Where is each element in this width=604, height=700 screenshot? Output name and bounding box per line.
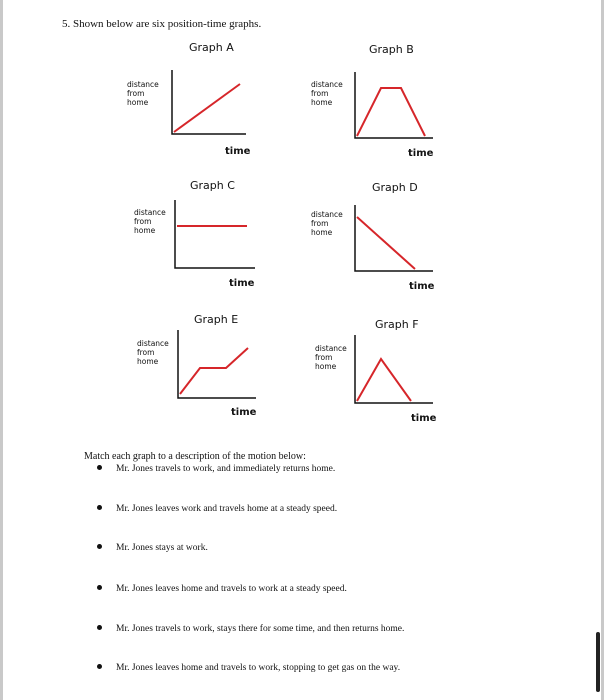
page-left-edge (0, 0, 3, 700)
graph-e-curve (180, 348, 248, 394)
bullet-icon (97, 625, 102, 630)
graph-c-title: Graph C (190, 179, 235, 192)
graph-e-ylabel: distance from home (137, 339, 169, 366)
graph-d-title: Graph D (372, 181, 418, 194)
graph-d-axes (355, 205, 433, 271)
graph-e-xlabel: time (231, 407, 257, 418)
graph-c-plot (165, 200, 260, 274)
graph-d-plot (345, 205, 440, 277)
graph-c-axes (175, 200, 255, 268)
graph-a-ylabel: distance from home (127, 80, 159, 107)
graph-f-xlabel: time (411, 413, 437, 424)
graph-c-ylabel: distance from home (134, 208, 166, 235)
graph-a-xlabel: time (225, 146, 251, 157)
graph-b-title: Graph B (369, 43, 414, 56)
graph-a-curve (174, 84, 240, 132)
bullet-icon (97, 505, 102, 510)
question-title: 5. Shown below are six position-time graphs. (62, 18, 262, 30)
description-item: Mr. Jones stays at work. (97, 543, 208, 553)
scrollbar-thumb[interactable] (596, 632, 600, 692)
description-item: Mr. Jones leaves home and travels to work at a steady speed. (97, 584, 347, 594)
graph-b-curve (357, 88, 425, 136)
description-item: Mr. Jones leaves home and travels to work, stopping to get gas on the way. (97, 663, 400, 673)
graph-e-title: Graph E (194, 313, 239, 326)
graph-c-xlabel: time (229, 278, 255, 289)
instructions: Match each graph to a description of the motion below: (84, 451, 306, 462)
graph-f-plot (345, 335, 440, 411)
graph-d-ylabel: distance from home (311, 210, 343, 237)
graph-f-curve (357, 359, 411, 401)
graph-b-ylabel: distance from home (311, 80, 343, 107)
graph-e-axes (178, 330, 256, 398)
description-item: Mr. Jones travels to work, and immediately returns home. (97, 464, 335, 474)
graph-b-plot (345, 72, 440, 144)
bullet-icon (97, 465, 102, 470)
bullet-icon (97, 585, 102, 590)
bullet-icon (97, 544, 102, 549)
graph-f-ylabel: distance from home (315, 344, 347, 371)
description-item: Mr. Jones leaves work and travels home at a steady speed. (97, 504, 337, 514)
description-item: Mr. Jones travels to work, stays there for some time, and then returns home. (97, 624, 404, 634)
graph-f-axes (355, 335, 433, 403)
graph-a-title: Graph A (189, 41, 234, 54)
graph-d-curve (357, 217, 415, 269)
graph-f-title: Graph F (375, 318, 419, 331)
graph-d-xlabel: time (409, 281, 435, 292)
graph-e-plot (168, 330, 263, 406)
bullet-icon (97, 664, 102, 669)
graph-a-plot (160, 70, 250, 142)
graph-b-xlabel: time (408, 148, 434, 159)
